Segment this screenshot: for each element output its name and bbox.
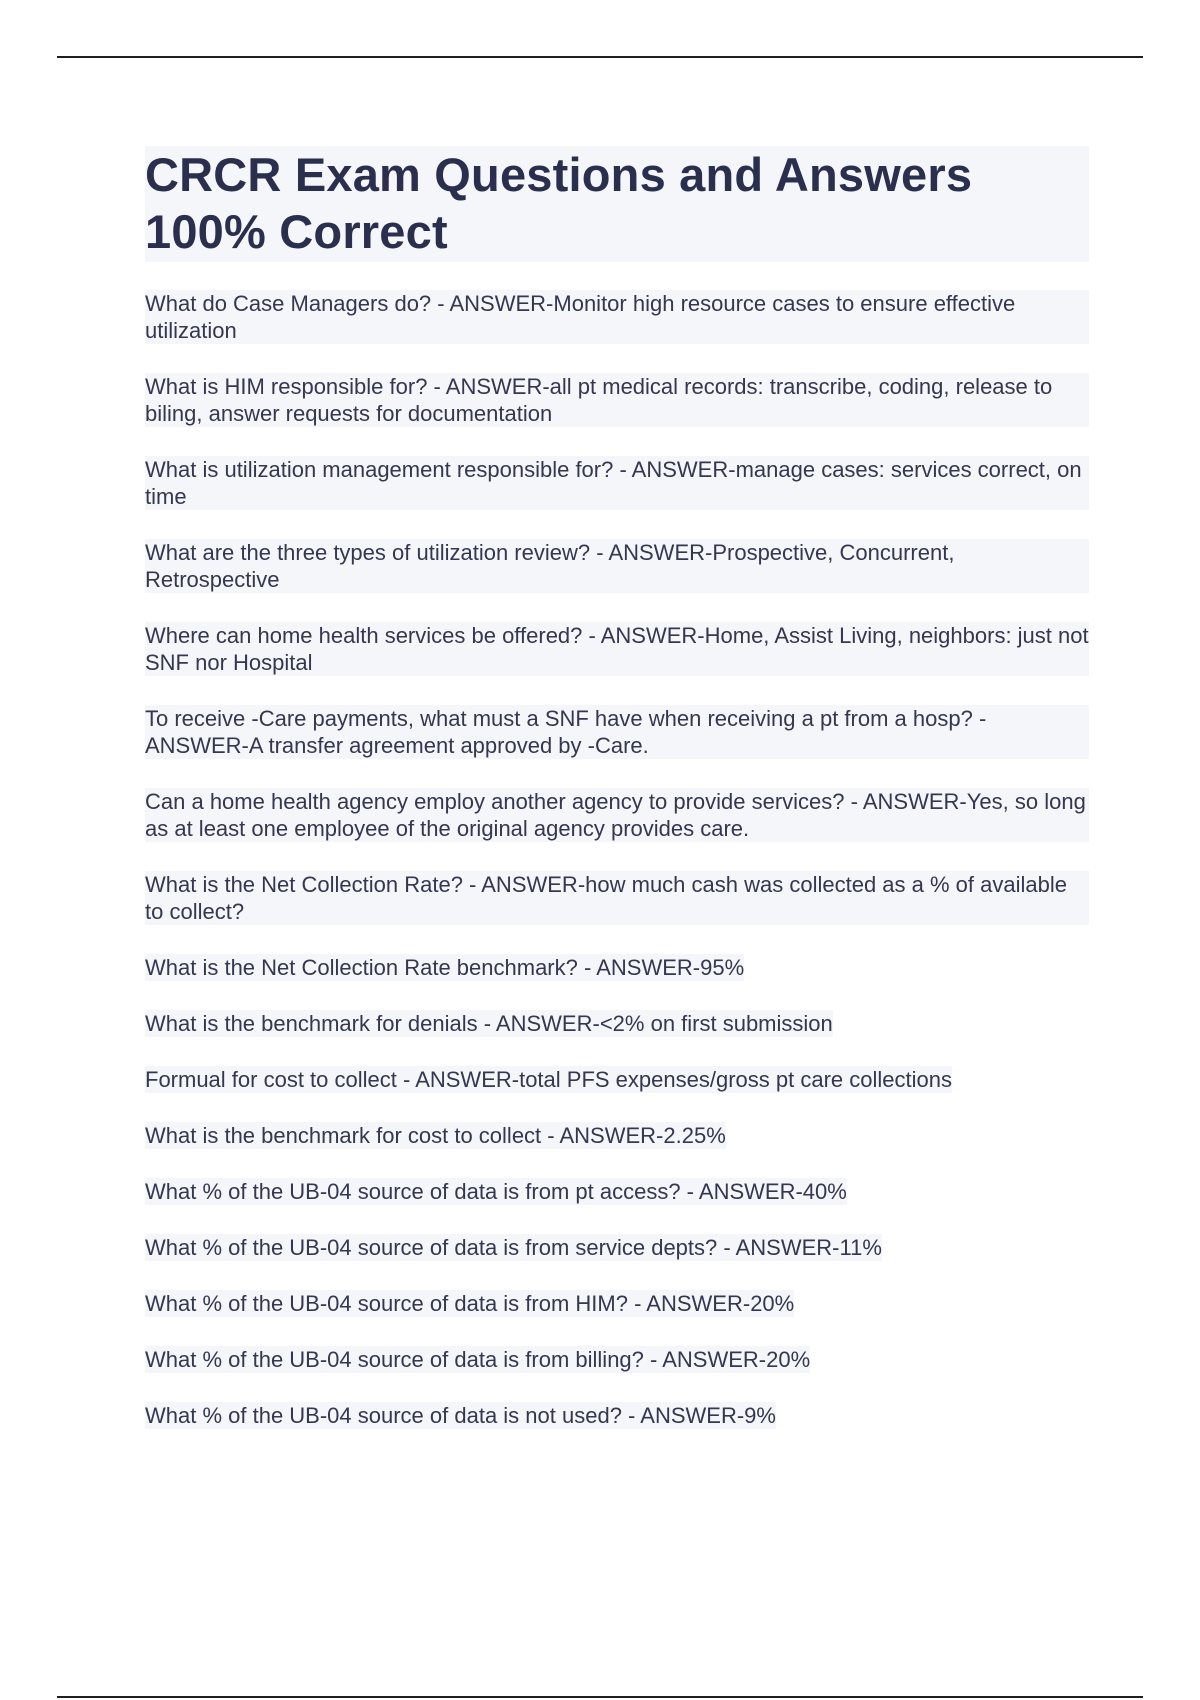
qa-item: What is the benchmark for denials - ANSWER-<2% on first submission [145,1011,833,1036]
qa-item: What % of the UB-04 source of data is from service depts? - ANSWER-11% [145,1235,882,1260]
qa-item: What do Case Managers do? - ANSWER-Monitor high resource cases to ensure effective utilization [145,290,1089,344]
qa-item: What are the three types of utilization review? - ANSWER-Prospective, Concurrent, Retrospective [145,539,1089,593]
document-body [145,146,1089,1458]
qa-item: What % of the UB-04 source of data is from billing? - ANSWER-20% [145,1347,811,1372]
qa-item: To receive -Care payments, what must a SNF have when receiving a pt from a hosp? - ANSWER-A transfer agreement approved by -Care. [145,705,1089,759]
title-line-2: 100% Correct [145,205,448,258]
qa-item: What is utilization management responsible for? - ANSWER-manage cases: services correct, on time [145,456,1089,510]
top-rule [57,56,1143,58]
title-block [145,146,1089,262]
qa-item: Can a home health agency employ another agency to provide services? - ANSWER-Yes, so long as at least one employee of the original agency provides care. [145,788,1089,842]
qa-item: What % of the UB-04 source of data is from HIM? - ANSWER-20% [145,1291,795,1316]
qa-list [145,290,1089,1458]
document-title [145,146,1089,260]
qa-item: Formual for cost to collect - ANSWER-total PFS expenses/gross pt care collections [145,1067,952,1092]
title-line-1: CRCR Exam Questions and Answers [145,148,973,201]
qa-item: What is the benchmark for cost to collect - ANSWER-2.25% [145,1123,726,1148]
qa-item: What is the Net Collection Rate? - ANSWER-how much cash was collected as a % of available to collect? [145,871,1089,925]
bottom-rule [57,1696,1143,1698]
qa-item: What % of the UB-04 source of data is from pt access? - ANSWER-40% [145,1179,847,1204]
qa-item: Where can home health services be offered? - ANSWER-Home, Assist Living, neighbors: just not SNF nor Hospital [145,623,1089,675]
qa-item: What % of the UB-04 source of data is not used? - ANSWER-9% [145,1403,776,1428]
qa-item: What is the Net Collection Rate benchmark? - ANSWER-95% [145,955,745,980]
qa-item: What is HIM responsible for? - ANSWER-all pt medical records: transcribe, coding, release to biling, answer requests for documentation [145,373,1089,427]
